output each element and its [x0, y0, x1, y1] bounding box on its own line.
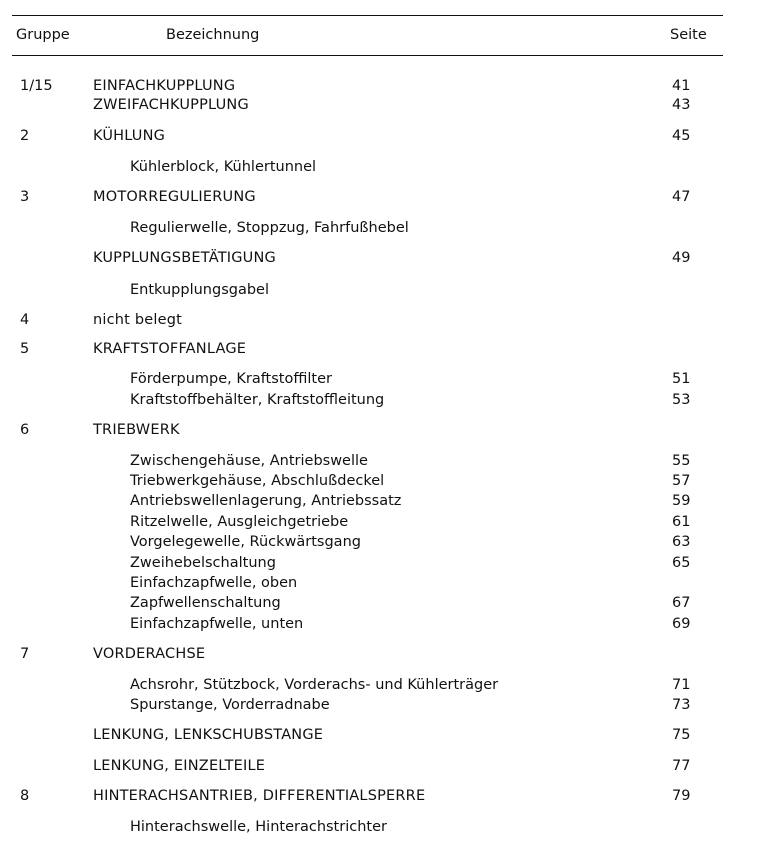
section-title: nicht belegt	[93, 312, 183, 328]
section-title: KUPPLUNGSBETÄTIGUNG	[93, 250, 276, 266]
subsection-title: Einfachzapfwelle, oben	[130, 575, 298, 591]
subsection-title: Antriebswellenlagerung, Antriebssatz	[130, 493, 402, 509]
group-number: 2	[20, 128, 30, 144]
top-rule	[12, 15, 723, 16]
page-number: 53	[672, 392, 691, 408]
subsection-title: Achsrohr, Stützbock, Vorderachs- und Kühlerträger	[130, 677, 499, 693]
subsection-title: Zapfwellenschaltung	[130, 595, 281, 611]
subsection-title: Triebwerkgehäuse, Abschlußdeckel	[130, 473, 385, 489]
page-number: 71	[672, 677, 691, 693]
group-number: 4	[20, 312, 30, 328]
subsection-title: Spurstange, Vorderradnabe	[130, 697, 330, 713]
subsection-title: Ritzelwelle, Ausgleichgetriebe	[130, 514, 349, 530]
page-number: 75	[672, 727, 691, 743]
page-number: 43	[672, 97, 691, 113]
group-number: 3	[20, 189, 30, 205]
section-title: TRIEBWERK	[93, 422, 180, 438]
group-number: 1/15	[20, 78, 53, 94]
header-gruppe: Gruppe	[16, 27, 70, 43]
page-number: 73	[672, 697, 691, 713]
group-number: 6	[20, 422, 30, 438]
group-number: 7	[20, 646, 30, 662]
group-number: 8	[20, 788, 30, 804]
page-number: 77	[672, 758, 691, 774]
page-number: 55	[672, 453, 691, 469]
page-number: 45	[672, 128, 691, 144]
section-title: ZWEIFACHKUPPLUNG	[93, 97, 249, 113]
page-number: 51	[672, 371, 691, 387]
page-number: 79	[672, 788, 691, 804]
section-title: HINTERACHSANTRIEB, DIFFERENTIALSPERRE	[93, 788, 426, 804]
section-title: LENKUNG, LENKSCHUBSTANGE	[93, 727, 324, 743]
header-bezeichnung: Bezeichnung	[166, 27, 260, 43]
header-rule	[12, 55, 723, 56]
subsection-title: Zweihebelschaltung	[130, 555, 276, 571]
page-number: 49	[672, 250, 691, 266]
subsection-title: Kühlerblock, Kühlertunnel	[130, 159, 317, 175]
page-number: 59	[672, 493, 691, 509]
section-title: LENKUNG, EINZELTEILE	[93, 758, 266, 774]
subsection-title: Entkupplungsgabel	[130, 282, 269, 298]
page-number: 63	[672, 534, 691, 550]
page-number: 41	[672, 78, 691, 94]
section-title: KÜHLUNG	[93, 128, 166, 144]
section-title: KRAFTSTOFFANLAGE	[93, 341, 247, 357]
subsection-title: Vorgelegewelle, Rückwärtsgang	[130, 534, 361, 550]
page-number: 61	[672, 514, 691, 530]
subsection-title: Zwischengehäuse, Antriebswelle	[130, 453, 368, 469]
page-number: 69	[672, 616, 691, 632]
page-number: 67	[672, 595, 691, 611]
subsection-title: Förderpumpe, Kraftstoffilter	[130, 371, 332, 387]
page-number: 47	[672, 189, 691, 205]
page-number: 65	[672, 555, 691, 571]
header-seite: Seite	[670, 27, 707, 43]
section-title: MOTORREGULIERUNG	[93, 189, 256, 205]
group-number: 5	[20, 341, 30, 357]
subsection-title: Hinterachswelle, Hinterachstrichter	[130, 819, 387, 835]
subsection-title: Kraftstoffbehälter, Kraftstoffleitung	[130, 392, 385, 408]
subsection-title: Regulierwelle, Stoppzug, Fahrfußhebel	[130, 220, 409, 236]
section-title: VORDERACHSE	[93, 646, 206, 662]
section-title: EINFACHKUPPLUNG	[93, 78, 236, 94]
page-number: 57	[672, 473, 691, 489]
subsection-title: Einfachzapfwelle, unten	[130, 616, 304, 632]
